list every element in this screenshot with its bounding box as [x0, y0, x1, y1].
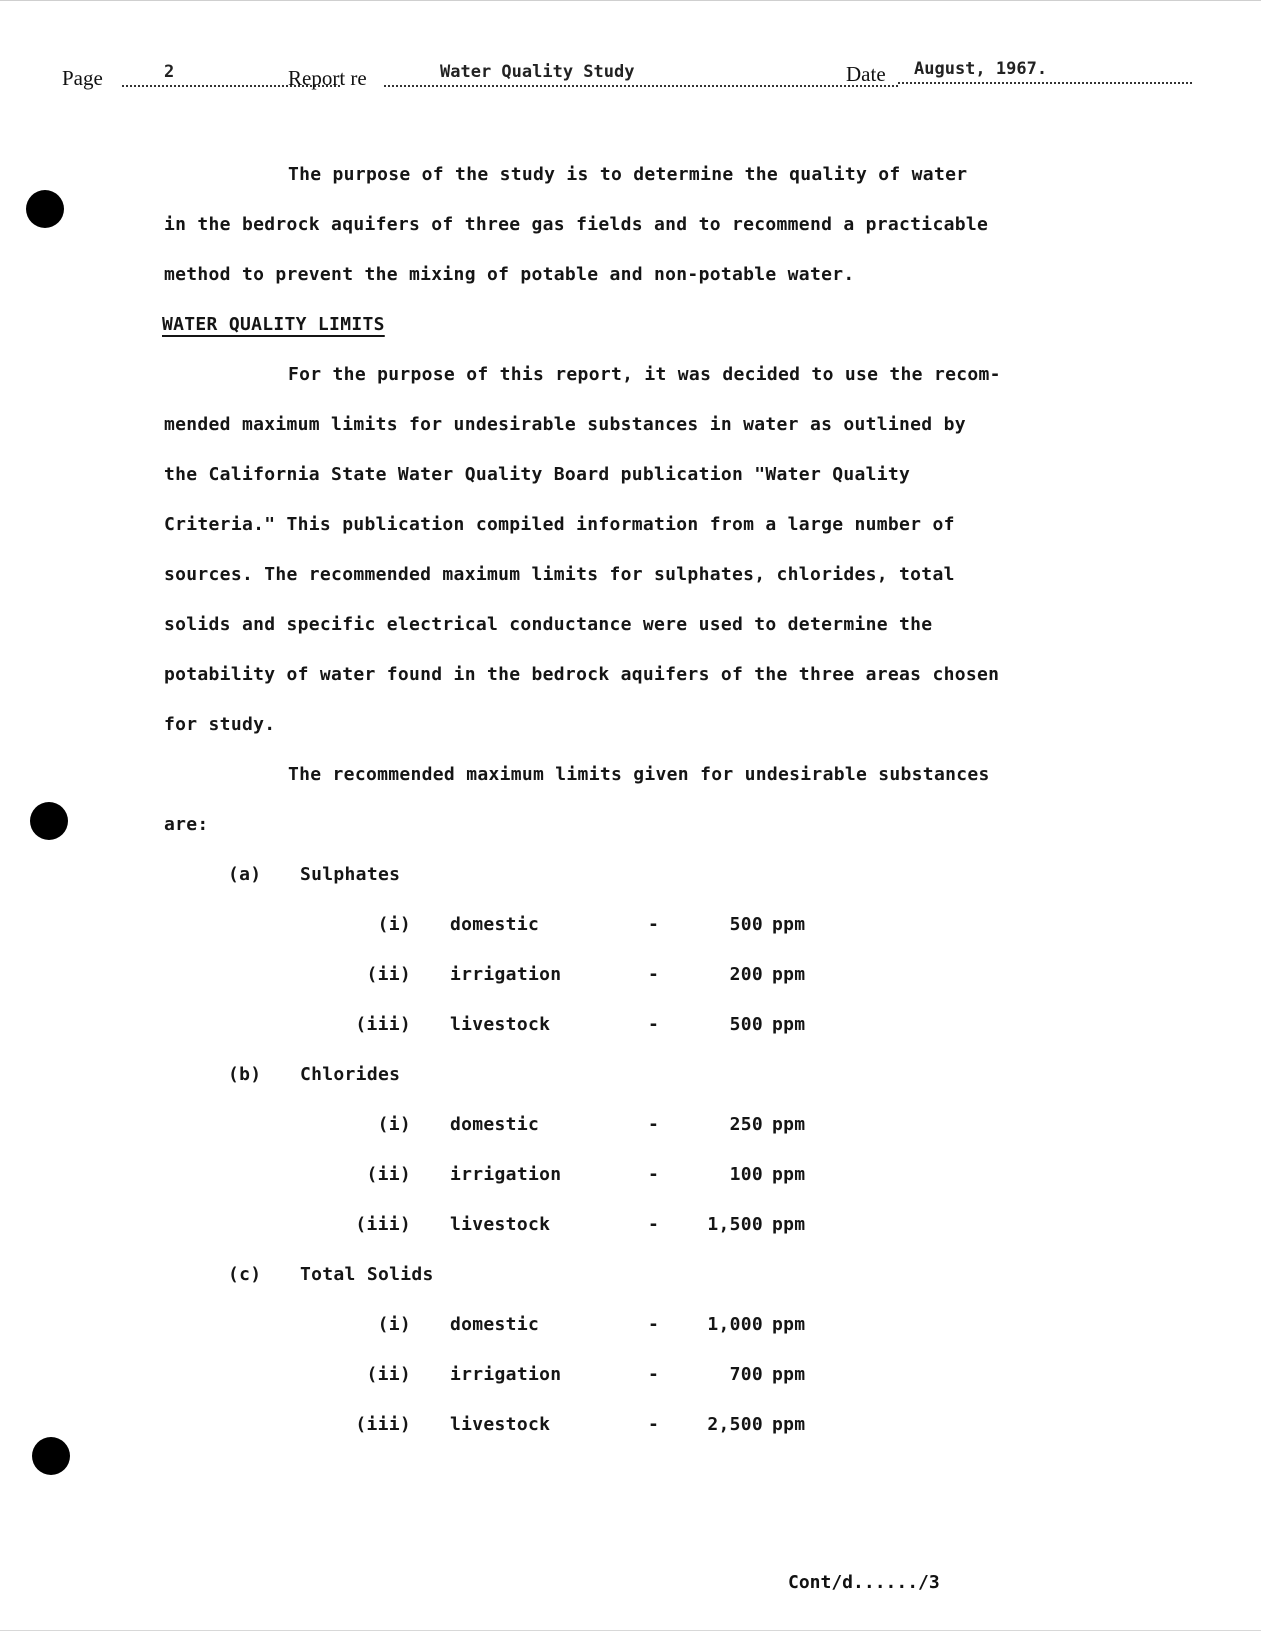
item-value: 500 — [729, 1014, 763, 1035]
item-unit: ppm — [772, 1314, 806, 1335]
item-use: domestic — [450, 1114, 540, 1135]
intro-line-3: method to prevent the mixing of potable and non-potable water. — [164, 264, 855, 285]
punch-hole-top — [26, 190, 64, 228]
item-value: 2,500 — [707, 1414, 763, 1435]
item-number: (i) — [377, 1114, 411, 1135]
limits-intro-line-2: are: — [164, 814, 209, 835]
page-number: 2 — [164, 62, 175, 82]
report-subject: Water Quality Study — [440, 62, 635, 82]
item-dash: - — [648, 1364, 660, 1385]
item-use: livestock — [450, 1014, 551, 1035]
item-value: 200 — [729, 964, 763, 985]
limits-intro-line-1: The recommended maximum limits given for undesirable substances — [288, 764, 990, 785]
page-bottom-edge — [0, 1630, 1261, 1631]
section-heading: WATER QUALITY LIMITS — [162, 314, 385, 335]
body-line-8: for study. — [164, 714, 276, 735]
group-name: Total Solids — [300, 1264, 434, 1285]
date-label: Date — [846, 62, 886, 86]
item-number: (i) — [377, 914, 411, 935]
item-use: irrigation — [450, 1364, 562, 1385]
group-label: (a) — [228, 864, 262, 885]
item-unit: ppm — [772, 1114, 806, 1135]
group-label: (c) — [228, 1264, 262, 1285]
page-top-edge — [0, 0, 1261, 1]
body-line-6: solids and specific electrical conductance were used to determine the — [164, 614, 933, 635]
item-unit: ppm — [772, 1164, 806, 1185]
item-use: irrigation — [450, 1164, 562, 1185]
item-use: irrigation — [450, 964, 562, 985]
group-name: Sulphates — [300, 864, 401, 885]
item-value: 250 — [729, 1114, 763, 1135]
item-value: 100 — [729, 1164, 763, 1185]
item-number: (i) — [377, 1314, 411, 1335]
item-value: 1,000 — [707, 1314, 763, 1335]
item-unit: ppm — [772, 914, 806, 935]
item-use: domestic — [450, 914, 540, 935]
body-line-7: potability of water found in the bedrock aquifers of the three areas chosen — [164, 664, 1000, 685]
intro-line-2: in the bedrock aquifers of three gas fields and to recommend a practicable — [164, 214, 989, 235]
punch-hole-bottom — [32, 1437, 70, 1475]
continuation-note: Cont/d....../3 — [788, 1572, 940, 1593]
group-label: (b) — [228, 1064, 262, 1085]
item-dash: - — [648, 964, 660, 985]
body-line-4: Criteria." This publication compiled information from a large number of — [164, 514, 955, 535]
report-label: Report re — [288, 66, 367, 90]
body-line-3: the California State Water Quality Board publication "Water Quality — [164, 464, 911, 485]
item-value: 1,500 — [707, 1214, 763, 1235]
item-unit: ppm — [772, 964, 806, 985]
item-dash: - — [648, 1314, 660, 1335]
item-unit: ppm — [772, 1014, 806, 1035]
body-line-1: For the purpose of this report, it was decided to use the recom- — [288, 364, 1001, 385]
item-number: (ii) — [366, 964, 411, 985]
item-value: 500 — [729, 914, 763, 935]
report-header — [62, 59, 1192, 92]
item-use: livestock — [450, 1414, 551, 1435]
item-use: domestic — [450, 1314, 540, 1335]
page-label: Page — [62, 66, 103, 90]
item-unit: ppm — [772, 1214, 806, 1235]
item-number: (ii) — [366, 1164, 411, 1185]
item-unit: ppm — [772, 1364, 806, 1385]
item-use: livestock — [450, 1214, 551, 1235]
group-name: Chlorides — [300, 1064, 401, 1085]
item-number: (ii) — [366, 1364, 411, 1385]
body-line-2: mended maximum limits for undesirable substances in water as outlined by — [164, 414, 966, 435]
item-number: (iii) — [355, 1014, 411, 1035]
item-dash: - — [648, 1114, 660, 1135]
body-line-5: sources. The recommended maximum limits for sulphates, chlorides, total — [164, 564, 955, 585]
item-dash: - — [648, 914, 660, 935]
item-value: 700 — [729, 1364, 763, 1385]
item-unit: ppm — [772, 1414, 806, 1435]
item-dash: - — [648, 1214, 660, 1235]
intro-line-1: The purpose of the study is to determine the quality of water — [288, 164, 968, 185]
item-dash: - — [648, 1164, 660, 1185]
item-dash: - — [648, 1414, 660, 1435]
item-number: (iii) — [355, 1414, 411, 1435]
item-dash: - — [648, 1014, 660, 1035]
item-number: (iii) — [355, 1214, 411, 1235]
punch-hole-middle — [30, 802, 68, 840]
report-date: August, 1967. — [914, 59, 1048, 79]
